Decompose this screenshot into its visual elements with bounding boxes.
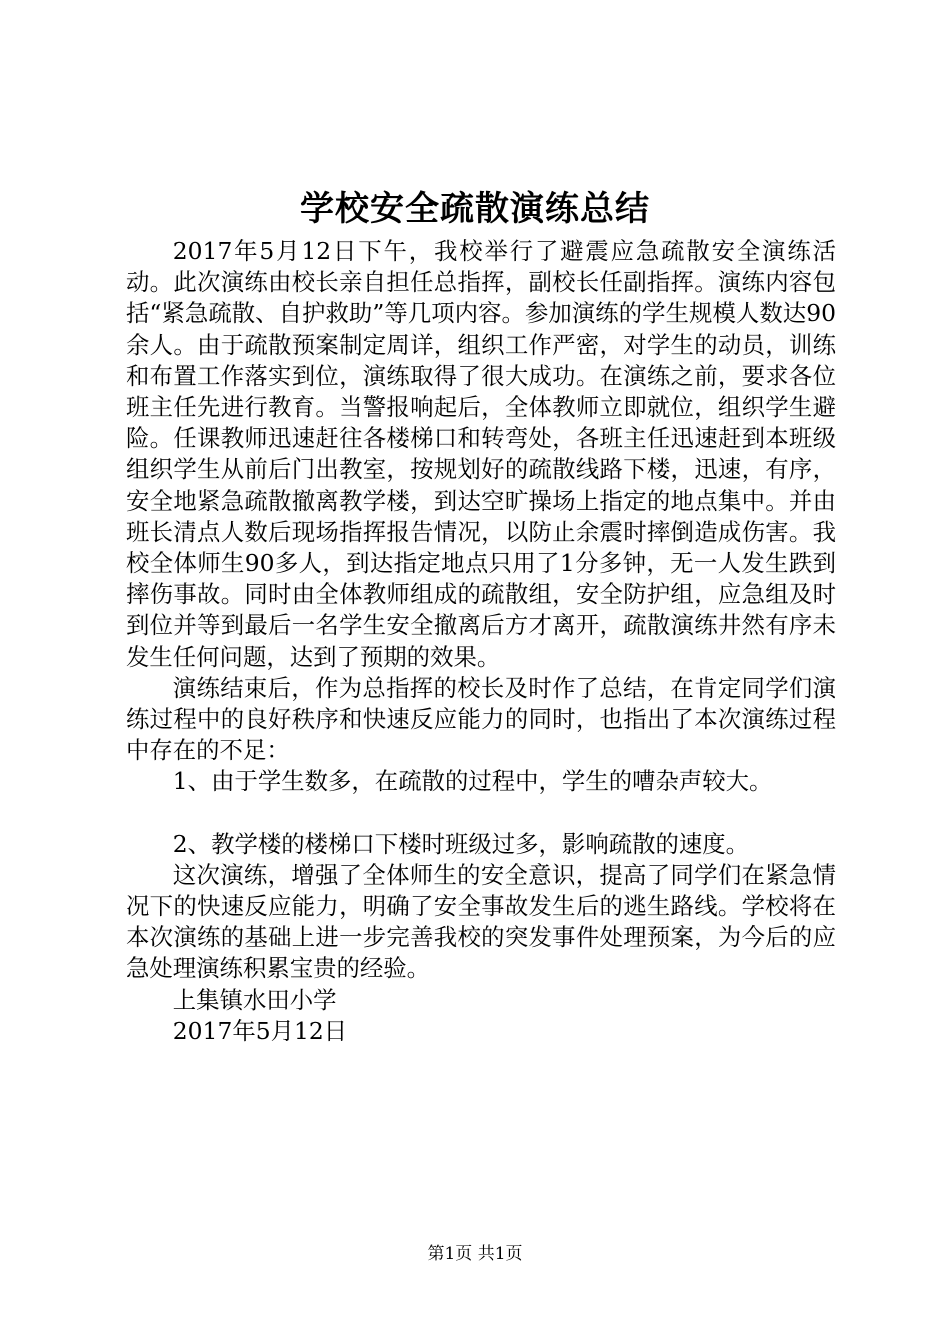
list-item-2: 2、教学楼的楼梯口下楼时班级过多，影响疏散的速度。: [172, 829, 750, 858]
closing-paragraph: 这次演练，增强了全体师生的安全意识，提高了同学们在紧急情况下的快速反应能力，明确了安全事故发生后的逃生路线。学校将在本次演练的基础上进一步完善我校的突发事件处理预案，为今后的应急处理演练积累宝贵的经验。: [126, 860, 836, 983]
document-body: [126, 236, 836, 1047]
signature-date: 2017年5月12日: [172, 1016, 348, 1045]
list-item-1: 1、由于学生数多，在疏散的过程中，学生的嘈杂声较大。: [172, 767, 773, 796]
body-paragraph-2: 演练结束后，作为总指挥的校长及时作了总结，在肯定同学们演练过程中的良好秩序和快速反应能力的同时，也指出了本次演练过程中存在的不足：: [126, 673, 836, 765]
signature-organization: 上集镇水田小学: [172, 985, 337, 1014]
page-footer: 第1页 共1页: [427, 1244, 523, 1264]
document-title: 学校安全疏散演练总结: [300, 189, 650, 229]
body-paragraph-1: 2017年5月12日下午，我校举行了避震应急疏散安全演练活动。此次演练由校长亲自担任总指挥，副校长任副指挥。演练内容包括“紧急疏散、自护救助”等几项内容。参加演练的学生规模人数达90余人。由于疏散预案制定周详，组织工作严密，对学生的动员，训练和布置工作落实到位，演练取得了很大成功。在演练之前，要求各位班主任先进行教育。当警报响起后，全体教师立即就位，组织学生避险。任课教师迅速赶往各楼梯口和转弯处，各班主任迅速赶到本班级组织学生从前后门出教室，按规划好的疏散线路下楼，迅速，有序，安全地紧急疏散撤离教学楼，到达空旷操场上指定的地点集中。并由班长清点人数后现场指挥报告情况，以防止余震时摔倒造成伤害。我校全体师生90多人，到达指定地点只用了1分多钟，无一人发生跌到摔伤事故。同时由全体教师组成的疏散组，安全防护组，应急组及时到位并等到最后一名学生安全撤离后方才离开，疏散演练井然有序未发生任何问题，达到了预期的效果。: [126, 237, 836, 671]
